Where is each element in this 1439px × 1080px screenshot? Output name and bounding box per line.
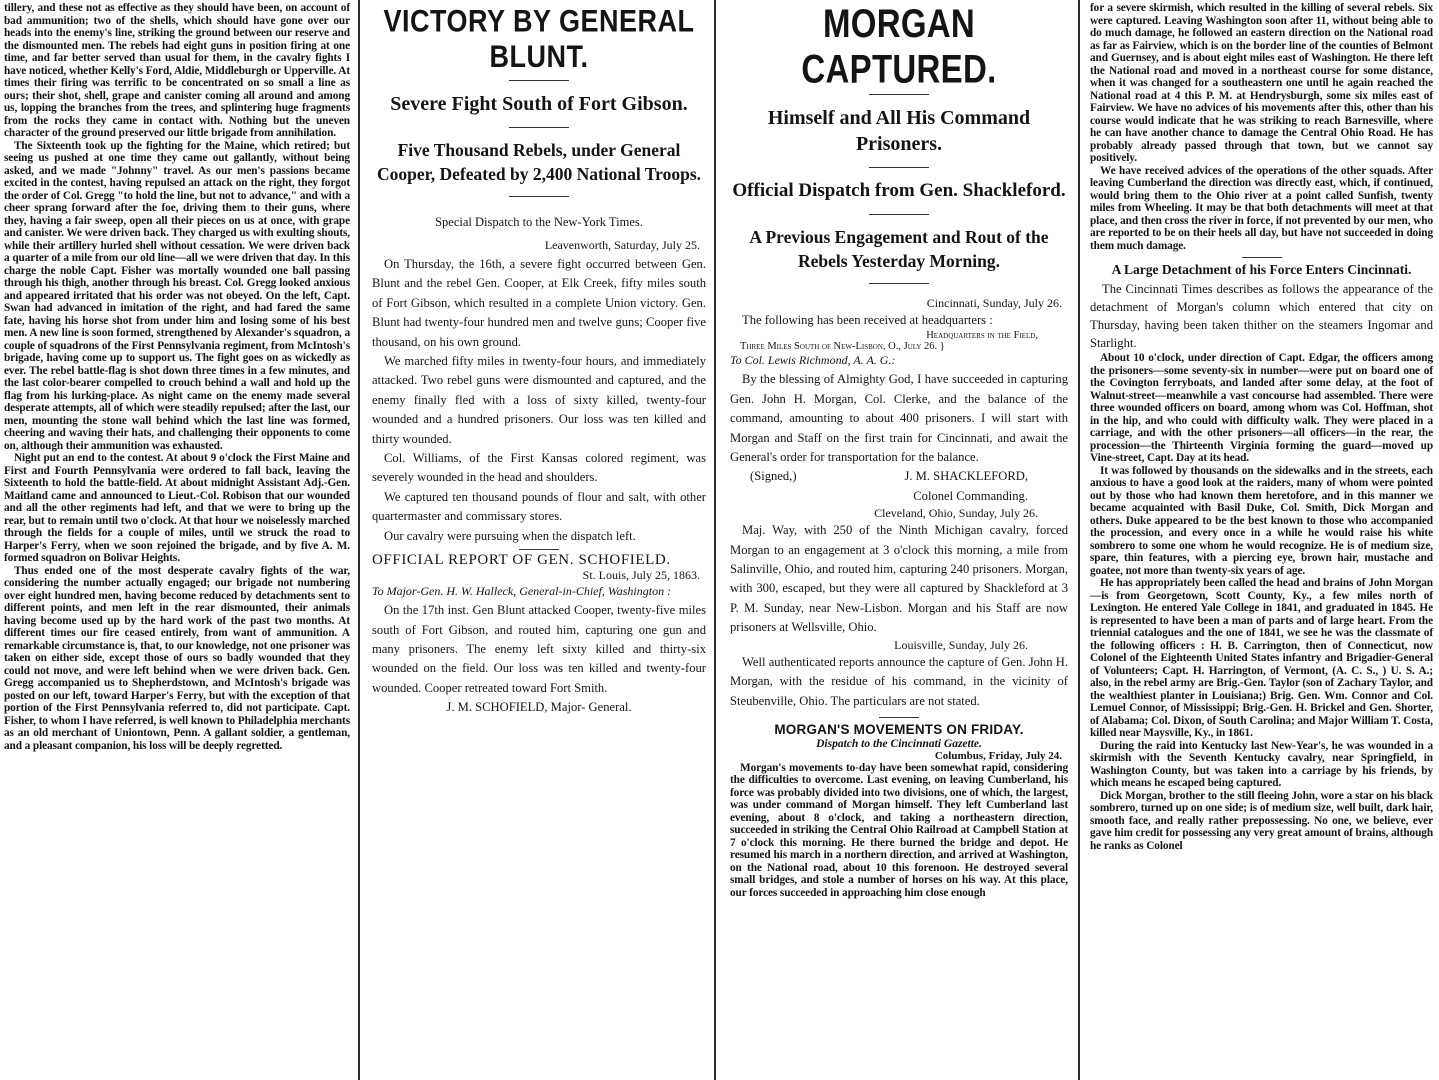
cincinnati-times-intro: The Cincinnati Times describes as follows the appearance of the detachment of Morgan's column which entered that city on Thursday, having been taken thither on the steamers Ingomar and Starlight. xyxy=(1090,282,1433,350)
divider xyxy=(869,283,929,284)
deck-previous-engagement: A Previous Engagement and Rout of the Rebels Yesterday Morning. xyxy=(749,227,1049,271)
col4-paragraph: Dick Morgan, brother to the still fleeing John, wore a star on his black sombrero, turned up on one side; is of medium size, well built, dark hair, smooth face, and really rather prepossessing. No one, we believe, ever gave him credit for possessing any very great amount of brains, although he ranks as Colonel xyxy=(1090,789,1434,852)
divider xyxy=(869,94,929,95)
col1-paragraph: The Sixteenth took up the fighting for the Maine, which retired; but seeing us pushed at one time they came out gallantly, without being asked, and we made "Johnny" travel. As our men's passions became excited in the contest, having repulsed an attack on the right, they forgot the order of Col. Gregg "to hold the line, but not to advance," and with a cheer sprang forward after the foe, driving them to their guns, where they, having a fair sweep, open all their pieces on us at once, with grape and canister. We were driven back. They charged us with exulting shouts, while their artillery hurled shell without cessation. We were driven back a quarter of a mile from our old line—all we were driven that day. In this charge the noble Capt. Fisher was mortally wounded one ball passing through his thigh, another through his breast. Col. Gregg looked anxious and appeared irritated that his order was not obeyed. On the left, Capt. Swan had advanced in imitation of the right, and had fared the same fate, having his horse shot from under him and losing some of his best men. A new line is soon formed, strengthened by Alexander's squadron, a couple of squadrons of the First Pennsylvania regiment, from McIntosh's brigade, having come up to support us. The fight goes on as wickedly as ever. The rebel battle-flag is shot down three times in a few minutes, and the last color-bearer compelled to crouch behind a wall and hold up the flag from his lurking-place. As night came on the enemy made several desperate attempts, all of which were steadily repulsed; after the last, our men, mounting the stone wall behind which the last line was formed, cheering and waving their hats, and challenging their opponents to come on, although their ammunition was exhausted. xyxy=(4,139,350,452)
divider xyxy=(509,127,569,128)
col4-paragraph: for a severe skirmish, which resulted in the killing of several rebels. Six were captured. Leaving Washington soon after 11, without being able to do much damage, he followed an eastern direction on the National road as far as Fairview, which is on the border line of the counties of Belmont and Guernsey, and is about eight miles east of Washington. He there left the National road and moved in a northeast course for some distance, when it was changed for a southeastern one until he again reached the National road at 4 this P. M. at Hendrysburgh, some six miles east of Fairview. We have no advices of his movements after this, other than his course would indicate that he was striking to reach Barnesville, where he can have another chance to damage the Central Ohio Road. He has probably already passed through that town, but we cannot say positively. xyxy=(1090,2,1433,164)
divider xyxy=(869,214,929,215)
movements-body: Morgan's movements to-day have been somewhat rapid, considering the difficulties to overcome. Last evening, on leaving Cumberland, his force was probably divided into two divisions, one of which, the largest, was under command of Morgan himself. They left Cumberland last evening, about 8 o'clock, and taking a northeastern direction, succeeded in striking the Central Ohio Railroad at Campbell Station at 7 o'clock this morning. He there burned the bridge and depot. He resumed his march in a northern direction, and arrived at Washington, on the National road, about 10 this forenoon. He destroyed several small bridges, and stole a number of horses on his way. At this place, our forces succeeded in approaching him close enough xyxy=(730,761,1068,899)
headline-blunt: VICTORY BY GENERAL BLUNT. xyxy=(383,3,695,74)
deck-fort-gibson: Severe Fight South of Fort Gibson. xyxy=(390,93,688,115)
special-dispatch-line: Special Dispatch to the New-York Times. xyxy=(435,215,643,229)
col1-paragraph: Night put an end to the contest. At about 9 o'clock the First Maine and First and Fourth Pennsylvania were ordered to fall back, leaving the Sixteenth to hold the battle-field. At about midnight Assistant Adj.-Gen. Maitland came and announced to Lieut.-Col. Robison that our wounded and all the other regiments had left, and that we were to bring up the rear, but to remain until two o'clock. At that hour we noiselessly marched through the fields for a couple of miles, until we struck the road to Harper's Ferry, when we soon rejoined the brigade, and by five A. M. formed squadron on Bolivar Heights. xyxy=(4,452,350,564)
col1-paragraph: Thus ended one of the most desperate cavalry fights of the war, considering the number actually engaged; our brigade not numbering over eight hundred men, having become reduced by detachments sent to different points, and men left in the rear dismounted, their animals having become used up by the hard work of the past two months. At different times our fire ceased entirely, from want of ammunition. A remarkable circumstance is, that, to our knowledge, not one prisoner was taken on either side, except those of ours so badly wounded that they could not move, and were left behind when we were driven back. Gen. Gregg accompanied us to Shepherdstown, and McIntosh's brigade was posted on our left, toward Harper's Ferry, but with the exception of that portion of the First Pennsylvania referred to, did not participate. Capt. Fisher, to whom I have referred, is well known to Philadelphia merchants as an old merchant of Uniontown, Penn. A gallant soldier, a gentleman, and a pleasant companion, his loss will be deeply regretted. xyxy=(4,564,350,752)
schofield-report-body: On the 17th inst. Gen Blunt attacked Cooper, twenty-five miles south of Fort Gibson, and routed him, capturing one gun and many prisoners. The enemy left sixty killed and thirty-six wounded on the field. Our loss was ten killed and twenty-four wounded. Cooper retreated toward Fort Smith. xyxy=(372,603,706,695)
divider xyxy=(519,549,559,550)
hq-line-2: Three Miles South of New-Lisbon, O., July 26. } xyxy=(740,341,945,353)
cleveland-report: Maj. Way, with 250 of the Ninth Michigan cavalry, forced Morgan to an engagement at 3 o'clock this morning, a mile from Salinville, Ohio, and routed him, capturing 240 prisoners. Morgan, with 300, escaped, but they were all captured by Shackleford at 3 P. M. Sunday, near New-Lisbon. Morgan and his Staff are now prisoners at Wellsville, Ohio. xyxy=(730,523,1068,635)
hq-line-1: Headquarters in the Field, xyxy=(926,330,1038,342)
divider xyxy=(509,196,569,197)
louisville-report: Well authenticated reports announce the capture of Gen. John H. Morgan, with the residue of his command, in the vicinity of Steubenville, Ohio. The particulars are not stated. xyxy=(730,654,1068,708)
blunt-paragraph: On Thursday, the 16th, a severe fight occurred between Gen. Blunt and the rebel Gen. Cooper, at Elk Creek, fifty miles south of Fort Gibson, which resulted in a complete Union victory. Gen. Blunt had twenty-four hundred men and twelve guns; Cooper five thousand, on his own ground. xyxy=(372,257,706,349)
signer-name: J. M. SHACKLEFORD, xyxy=(904,469,1028,484)
column-3-morgan-captured xyxy=(718,0,1076,1080)
col1-paragraph: tillery, and these not as effective as they should have been, on account of bad ammunition; two of the shells, which should have gone over our heads into the enemy's line, striking the ground between our reserve and the dismounted men. The rebels had eight guns in position firing at one time, and far better served than usual for them, in the cavalry fights I have noticed, whether Kelly's Ford, Aldie, Middleburgh or Upperville. At times their firing was terrific to be concentrated on so small a line as ours; their shot, shell, grape and canister coming all around and among us, lopping the branches from the trees, and splintering huge fragments from the rocks they came in contact with. Nothing but the uneven character of the ground preserved our little brigade from annihilation. xyxy=(4,2,350,139)
column-rule xyxy=(714,0,716,1080)
headline-morgan-captured: MORGAN CAPTURED. xyxy=(801,0,997,91)
col4-paragraph: He has appropriately been called the head and brains of John Morgan—is from Georgetown, Scott County, Ky., a few miles north of Lexington. He entered Yale College in 1841, and graduated in 1845. He is represented to have been a man of parts and of large heart. From the triennial catalogues and the one of 1841, we see he was the classmate of the following officers : H. B. Carrington, then of Connecticut, now Colonel of the Eighteenth United States infantry and Brigadier-General of Volunteers; Capt. H. Harrington, of Vermont, (A. C. S., ) U. S. A.; also, in the rebel army are Brig.-Gen. Taylor (son of Zachary Taylor, and the wealthiest planter in Louisiana;) Brig. Gen. Wm. Connor and Col. Lemuel Connor, of Mississippi; Brig.-Gen. H. Brickel and Gen. Shorter, of Alabama; Col. Dixon, of South Carolina; and Major William T. Costa, killed near Maysville, Ky., in 1861. xyxy=(1090,577,1433,739)
signature-line xyxy=(730,467,1068,486)
movements-subhead: Dispatch to the Cincinnati Gazette. xyxy=(816,737,982,750)
col4-paragraph: It was followed by thousands on the sidewalks and in the streets, each anxious to have a good look at the raiders, many of whom were pointed out by those who had known them heretofore, and in this manner we became acquainted with Basil Duke, Col. Smith, Dick Morgan and others. Duke appeared to be the best known to those who accompanied the procession, and every once in a while he would raise his white sombrero to some one whom he would recognize. He is of medium size, spare, thin features, with a piercing eye, brown hair, mustache and goatee, not more than twenty-six years of age. xyxy=(1090,464,1433,577)
deck-all-his-command: Himself and All His Command Prisoners. xyxy=(767,107,1031,155)
col4-paragraph: We have received advices of the operations of the other squads. After leaving Cumberland the direction was directly east, which, if continued, would bring them to the Ohio river at a point called Sunfish, twenty miles from Wheeling. It may be that both detachments will meet at that place, and then cross the river in force, if not prevented by our men, who are reported to be on their heels all day, but have not succeeded in doing them much damage. xyxy=(1090,164,1433,252)
col4-paragraph: About 10 o'clock, under direction of Capt. Edgar, the officers among the prisoners—some seventy-six in number—were put on board one of the Covington ferryboats, and landed after some delay, at the foot of Walnut-street—meanwhile a vast concourse had assembled. There were three wounded officers on board, among whom was Col. Hoffman, shot in the hip, and who could with difficulty walk. They were placed in a carriage, and with the other prisoners—all officers—in the rear, the procession—the Thirteenth Virginia forming the guard—moved up Vine-street, Capt. Day at its head. xyxy=(1090,352,1433,464)
column-1-cavalry-report xyxy=(0,0,356,1080)
dateline-leavenworth: Leavenworth, Saturday, July 25. xyxy=(544,238,700,252)
column-2-blunt-victory xyxy=(362,0,712,1080)
divider xyxy=(879,717,919,718)
divider xyxy=(869,167,929,168)
report-addressee: To Major-Gen. H. W. Halleck, General-in-Chief, Washington : xyxy=(372,584,672,599)
blunt-paragraph: Our cavalry were pursuing when the dispatch left. xyxy=(384,528,636,543)
column-rule xyxy=(358,0,360,1080)
deck-five-thousand-rebels: Five Thousand Rebels, under General Cooper, Defeated by 2,400 National Troops. xyxy=(376,140,702,184)
signer-title: Colonel Commanding. xyxy=(913,488,1028,503)
blunt-paragraph: Col. Williams, of the First Kansas colored regiment, was severely wounded in the head and shoulders. xyxy=(372,451,706,485)
dateline-cincinnati: Cincinnati, Sunday, July 26. xyxy=(926,296,1062,310)
dateline-st-louis: St. Louis, July 25, 1863. xyxy=(582,568,700,583)
dateline-louisville: Louisville, Sunday, July 26. xyxy=(894,637,1028,652)
blunt-paragraph: We captured ten thousand pounds of flour and salt, with other quartermaster and commissary stores. xyxy=(372,489,706,524)
dispatch-addressee: To Col. Lewis Richmond, A. A. G.: xyxy=(730,353,896,368)
divider xyxy=(1242,257,1282,258)
schofield-signature: J. M. SCHOFIELD, Major- General. xyxy=(446,700,632,715)
column-rule xyxy=(1078,0,1080,1080)
morgan-intro: The following has been received at headquarters : xyxy=(742,313,993,327)
movements-head: MORGAN'S MOVEMENTS ON FRIDAY. xyxy=(774,721,1024,737)
dateline-columbus: Columbus, Friday, July 24. xyxy=(934,749,1062,762)
column-4-morgan-continued xyxy=(1082,0,1439,1080)
divider xyxy=(509,80,569,81)
col4-paragraph: During the raid into Kentucky last New-Year's, he was wounded in a skirmish with the Seventh Kentucky cavalry, near Springfield, in Washington County, but was taken into a carriage by his friends, by which means he escaped being captured. xyxy=(1090,739,1433,789)
schofield-report-head: OFFICIAL REPORT OF GEN. SCHOFIELD. xyxy=(372,552,671,569)
deck-shackleford-dispatch: Official Dispatch from Gen. Shackleford. xyxy=(732,180,1066,201)
dateline-cleveland: Cleveland, Ohio, Sunday, July 26. xyxy=(874,506,1038,521)
blunt-paragraph: We marched fifty miles in twenty-four hours, and immediately attacked. Two rebel guns were dismounted and captured, and the enemy finally fled with a loss of sixty killed, twenty-four wounded and a hundred prisoners. Our loss was ten killed and thirty wounded. xyxy=(372,354,706,446)
detachment-subhead: A Large Detachment of his Force Enters Cincinnati. xyxy=(1111,262,1412,277)
shackleford-dispatch: By the blessing of Almighty God, I have succeeded in capturing Gen. John H. Morgan, Col. Clerke, and the balance of the command, amounting to about 400 prisoners. I will start with Morgan and Staff on the first train for Cincinnati, and await the General's order for transportation for the balance. xyxy=(730,372,1068,465)
signed-mark: (Signed,) xyxy=(750,469,797,484)
